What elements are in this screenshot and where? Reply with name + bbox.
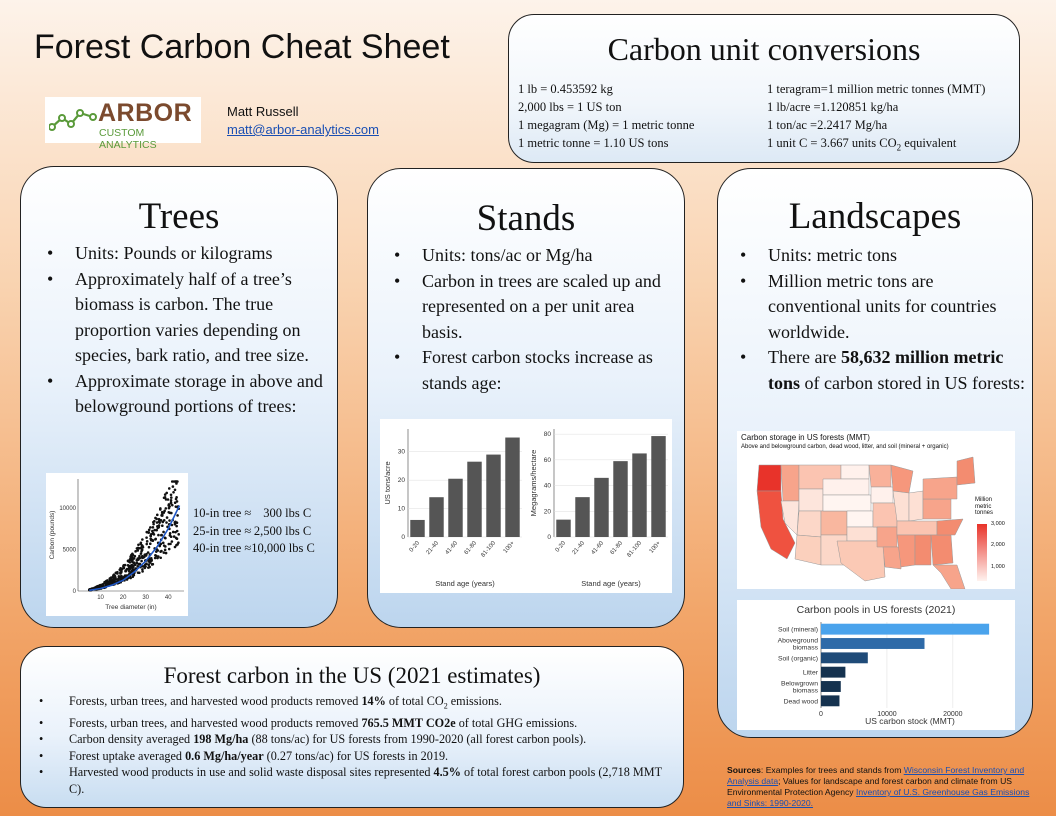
- logo-sub-text: CUSTOM ANALYTICS: [99, 127, 157, 151]
- scatter-point: [152, 532, 155, 535]
- scatter-point: [165, 552, 168, 555]
- scatter-point: [161, 524, 164, 527]
- state-ut: [797, 511, 821, 537]
- scatter-point: [170, 496, 173, 499]
- carbon-pools-chart: [737, 600, 1015, 730]
- map-legend-tick: 1,000: [991, 564, 1005, 570]
- bar: [613, 461, 627, 537]
- conversion-item: 1 ton/ac =2.2417 Mg/ha: [767, 118, 888, 132]
- scatter-point: [172, 491, 175, 494]
- conversion-item: 1 teragram=1 million metric tonnes (MMT): [767, 82, 986, 96]
- scatter-point: [122, 576, 125, 579]
- state-mo: [873, 503, 897, 527]
- y-tick-label: 10: [397, 505, 405, 513]
- trees-bullets: [43, 241, 323, 420]
- scatter-point: [177, 533, 180, 536]
- bar: [486, 455, 500, 537]
- scatter-point: [154, 554, 157, 557]
- scatter-point: [137, 571, 140, 574]
- state-co: [821, 511, 847, 535]
- scatter-point: [140, 560, 143, 563]
- mg-per-hectare-bar-chart: [526, 419, 672, 593]
- conversion-item-co2: 1 unit C = 3.667 units $CO_2$ equivalent: [767, 136, 957, 153]
- scatter-point: [170, 493, 173, 496]
- scatter-point: [127, 564, 130, 567]
- scatter-point: [110, 578, 113, 581]
- scatter-point: [141, 545, 144, 548]
- scatter-point: [124, 564, 127, 567]
- conversion-item: 1 metric tonne = 1.10 US tons: [518, 136, 669, 150]
- list-item: • Forest uptake averaged 0.6 Mg/ha/year (0.27 tons/ac) for US forests in 2019.: [35, 748, 675, 765]
- scatter-point: [168, 487, 171, 490]
- scatter-point: [177, 541, 180, 544]
- x-tick-label: 10: [97, 595, 104, 601]
- scatter-point: [171, 540, 174, 543]
- scatter-point: [131, 575, 134, 578]
- state-fl: [933, 565, 965, 589]
- y-tick-label: Dead wood: [783, 698, 818, 706]
- list-item: • Forest carbon stocks increase as stands age:: [390, 345, 670, 396]
- map-title: Carbon storage in US forests (MMT): [741, 433, 870, 442]
- arbor-logo: [45, 97, 201, 151]
- landscapes-bullets: [736, 243, 1026, 396]
- y-axis-label: Carbon (pounds): [49, 510, 56, 560]
- scatter-points: [88, 480, 180, 591]
- scatter-point: [124, 574, 127, 577]
- bar: [410, 520, 424, 537]
- scatter-point: [163, 519, 166, 522]
- x-tick-label: 20000: [943, 711, 963, 718]
- scatter-point: [118, 575, 121, 578]
- y-tick-label: Soil (mineral): [777, 626, 818, 634]
- conversions-title: Carbon unit conversions: [607, 31, 921, 67]
- scatter-point: [157, 555, 160, 558]
- map-legend-tick: 2,000: [991, 542, 1005, 548]
- bar: [651, 436, 665, 537]
- scatter-point: [174, 501, 177, 504]
- stand-age-charts: [380, 419, 672, 593]
- scatter-point: [175, 496, 178, 499]
- scatter-point: [176, 521, 179, 524]
- state-wa-or: [757, 465, 781, 491]
- scatter-point: [176, 530, 179, 533]
- scatter-point: [168, 507, 171, 510]
- y-tick-label: 30: [397, 448, 405, 456]
- y-tick-label: 0: [401, 534, 405, 541]
- scatter-point: [140, 541, 143, 544]
- bar: [821, 638, 925, 649]
- page-title: Forest Carbon Cheat Sheet: [34, 28, 450, 66]
- y-tick-label: 80: [543, 431, 551, 439]
- scatter-point: [167, 511, 170, 514]
- x-tick-label: 21-40: [571, 540, 587, 557]
- state-nc-sc: [937, 519, 963, 535]
- y-tick-label: 5000: [62, 547, 76, 554]
- scatter-point: [149, 534, 152, 537]
- state-al: [915, 535, 931, 565]
- x-tick-label: 41-60: [444, 540, 460, 557]
- scatter-plot: [46, 473, 188, 616]
- y-tick-label: 0: [72, 589, 76, 595]
- scatter-point: [160, 534, 163, 537]
- scatter-point: [153, 529, 156, 532]
- x-axis-label: US carbon stock (MMT): [865, 716, 955, 726]
- conversion-item: 2,000 lbs = 1 US ton: [518, 100, 622, 114]
- list-item: • Million metric tons are conventional units for countries worldwide.: [736, 269, 1026, 346]
- scatter-point: [151, 530, 154, 533]
- scatter-point: [160, 550, 163, 553]
- scatter-point: [151, 539, 154, 542]
- bar: [505, 438, 519, 537]
- map-legend-tick: 3,000: [991, 521, 1005, 527]
- scatter-point: [168, 519, 171, 522]
- scatter-point: [137, 544, 140, 547]
- conversion-item: 1 megagram (Mg) = 1 metric tonne: [518, 118, 695, 132]
- y-axis-label: US tons/acre: [383, 461, 392, 505]
- y-tick-label: 10000: [59, 506, 76, 513]
- scatter-point: [149, 542, 152, 545]
- state-az: [795, 535, 821, 565]
- us-estimates-title: Forest carbon in the US (2021 estimates): [163, 663, 541, 688]
- scatter-point: [171, 504, 174, 507]
- scatter-point: [133, 562, 136, 565]
- scatter-point: [152, 526, 155, 529]
- scatter-point: [124, 569, 127, 572]
- y-tick-label: 20: [397, 477, 405, 485]
- y-tick-label: 60: [543, 456, 551, 464]
- y-tick-label: biomass: [792, 687, 818, 695]
- scatter-point: [175, 544, 178, 547]
- scatter-point: [164, 549, 167, 552]
- scatter-point: [161, 514, 164, 517]
- scatter-point: [146, 540, 149, 543]
- list-item: • Units: metric tons: [736, 243, 1026, 269]
- scatter-point: [150, 559, 153, 562]
- conversions-panel: [508, 14, 1020, 163]
- scatter-point: [145, 543, 148, 546]
- scatter-point: [131, 567, 134, 570]
- state-id: [781, 465, 799, 501]
- scatter-point: [175, 537, 178, 540]
- scatter-point: [174, 488, 177, 491]
- trend-line: [89, 506, 179, 591]
- state-ar: [877, 527, 897, 547]
- scatter-point: [159, 556, 162, 559]
- scatter-point: [144, 563, 147, 566]
- scatter-point: [164, 493, 167, 496]
- x-tick-label: 20: [119, 595, 127, 601]
- scatter-point: [162, 531, 165, 534]
- tree-stat-row: 10-in tree ≈ 300 lbs C: [193, 506, 312, 520]
- scatter-point: [121, 567, 124, 570]
- chart-title: Carbon pools in US forests (2021): [796, 604, 956, 616]
- scatter-point: [164, 537, 167, 540]
- sources-note: Sources: Examples for trees and stands from Wisconsin Forest Inventory and Analysis data; Values for landscape and forest carbon and climate from US Environmental Protection Agency Inventory of U.S. Greenhouse Gas Emissions and Sinks: 1990-2020.: [727, 765, 1030, 808]
- scatter-point: [174, 521, 177, 524]
- bar: [821, 667, 845, 678]
- x-axis-label: Tree diameter (in): [105, 604, 157, 611]
- scatter-point: [131, 559, 134, 562]
- scatter-point: [149, 526, 152, 529]
- source-link-epa-inventory[interactable]: Inventory of U.S. Greenhouse Gas Emissions and Sinks: 1990-2020.: [727, 787, 1030, 808]
- y-tick-label: Belowgrown: [780, 680, 818, 688]
- state-la: [883, 547, 901, 569]
- scatter-point: [165, 498, 168, 501]
- scatter-point: [140, 550, 143, 553]
- scatter-point: [162, 542, 165, 545]
- stands-bullets: [390, 243, 670, 396]
- scatter-point: [147, 563, 150, 566]
- scatter-point: [148, 529, 151, 532]
- scatter-point: [120, 571, 123, 574]
- x-tick-label: 21-40: [425, 540, 441, 557]
- x-tick-label: 10000: [877, 711, 897, 718]
- scatter-point: [168, 548, 171, 551]
- bar: [448, 479, 462, 537]
- state-va-wv: [923, 499, 951, 519]
- conversion-item: 1 lb = 0.453592 kg: [518, 82, 613, 96]
- x-axis-label: Stand age (years): [435, 579, 495, 588]
- scatter-point: [145, 536, 148, 539]
- scatter-point: [172, 485, 175, 488]
- scatter-point: [146, 531, 149, 534]
- scatter-point: [106, 579, 109, 582]
- list-item: • Carbon in trees are scaled up and represented on a per unit area basis.: [390, 269, 670, 346]
- x-tick-label: 0-20: [554, 540, 568, 554]
- conversions-right-column: [767, 80, 985, 157]
- x-axis-label: Stand age (years): [581, 579, 641, 588]
- tree-stat-row: 25-in tree ≈ 2,500 lbs C: [193, 523, 312, 538]
- state-sd: [823, 479, 869, 495]
- y-tick-label: 0: [547, 534, 551, 541]
- us-estimates-list: [35, 693, 675, 797]
- x-tick-label: 40: [164, 595, 172, 601]
- trend-line-icon: [49, 107, 99, 133]
- scatter-point: [113, 575, 116, 578]
- x-tick-label: 100+: [648, 540, 663, 555]
- scatter-point: [176, 514, 179, 517]
- scatter-point: [109, 581, 112, 584]
- author-email-link[interactable]: matt@arbor-analytics.com: [227, 122, 379, 137]
- scatter-point: [158, 520, 161, 523]
- x-tick-label: 0: [819, 711, 823, 718]
- trees-title: Trees: [138, 196, 220, 237]
- bar: [821, 681, 841, 692]
- us-states-map-graphic: [737, 431, 1015, 589]
- stands-title: Stands: [476, 198, 576, 239]
- scatter-point: [166, 516, 169, 519]
- scatter-point: [157, 525, 160, 528]
- scatter-point: [116, 578, 119, 581]
- scatter-point: [127, 559, 130, 562]
- x-tick-label: 81-100: [480, 540, 498, 559]
- bar: [632, 453, 646, 537]
- scatter-point: [145, 553, 148, 556]
- state-ky-tn: [897, 521, 937, 535]
- state-wi-mi: [891, 465, 913, 493]
- scatter-point: [136, 549, 139, 552]
- source-link-wisconsin-fia[interactable]: Wisconsin Forest Inventory and Analysis data: [727, 765, 1025, 786]
- scatter-point: [167, 504, 170, 507]
- state-mn: [869, 465, 891, 487]
- scatter-point: [163, 544, 166, 547]
- list-item: • Approximately half of a tree’s biomass is carbon. The true proportion varies depending on species, bark ratio, and tree size.: [43, 267, 323, 369]
- x-tick-label: 61-80: [463, 540, 479, 557]
- scatter-point: [154, 538, 157, 541]
- scatter-point: [141, 568, 144, 571]
- us-carbon-map: [737, 431, 1015, 589]
- list-item: • Approximate storage in above and belowground portions of trees:: [43, 369, 323, 420]
- list-item: • There are 58,632 million metric tons of carbon stored in US forests:: [736, 345, 1026, 396]
- y-tick-label: 40: [543, 482, 551, 490]
- scatter-point: [155, 550, 158, 553]
- scatter-point: [169, 534, 172, 537]
- scatter-point: [140, 552, 143, 555]
- state-nd: [841, 465, 869, 479]
- state-ne: [823, 495, 871, 511]
- scatter-point: [161, 511, 164, 514]
- landscapes-title: Landscapes: [788, 196, 962, 237]
- scatter-point: [131, 564, 134, 567]
- x-tick-label: 41-60: [590, 540, 606, 557]
- scatter-point: [156, 514, 159, 517]
- stands-panel: [367, 168, 685, 628]
- tree-stat-row: 40-in tree ≈10,000 lbs C: [193, 541, 315, 555]
- scatter-point: [175, 525, 178, 528]
- scatter-point: [165, 521, 168, 524]
- scatter-point: [148, 566, 151, 569]
- y-axis-label: Megagrams/hectare: [529, 449, 538, 517]
- scatter-point: [151, 563, 154, 566]
- state-ok: [847, 527, 877, 541]
- list-item: • Forests, urban trees, and harvested wood products removed 765.5 MMT CO2e of total GHG emissions.: [35, 715, 675, 732]
- bar: [821, 695, 839, 706]
- bar: [429, 497, 443, 537]
- scatter-point: [172, 531, 175, 534]
- scatter-point: [148, 546, 151, 549]
- author-name: Matt Russell: [227, 104, 299, 119]
- scatter-point: [171, 480, 174, 483]
- scatter-point: [157, 534, 160, 537]
- logo-main-text: ARBOR: [98, 99, 193, 127]
- map-legend-title: Million metric tonnes: [975, 497, 994, 516]
- scatter-point: [170, 512, 173, 515]
- scatter-point: [129, 556, 132, 559]
- x-tick-label: 0-20: [408, 540, 422, 554]
- scatter-point: [116, 571, 119, 574]
- map-legend-gradient: [977, 524, 987, 581]
- list-item: • Carbon density averaged 198 Mg/ha (88 tons/ac) for US forests from 1990-2020 (all forest carbon pools).: [35, 731, 675, 748]
- list-item: • Forests, urban trees, and harvested wood products removed 14% of total $CO_2$ emissions.: [35, 693, 675, 715]
- trees-panel: [20, 166, 338, 628]
- carbon-pools-bar-chart: [737, 600, 1015, 730]
- x-tick-label: 61-80: [609, 540, 625, 557]
- scatter-point: [141, 538, 144, 541]
- scatter-point: [163, 510, 166, 513]
- scatter-point: [167, 543, 170, 546]
- bar: [575, 497, 589, 537]
- state-ks: [847, 511, 873, 527]
- state-ga: [931, 535, 953, 565]
- y-tick-label: Litter: [802, 669, 818, 677]
- map-subtitle: Above and belowground carbon, dead wood, litter, and soil (mineral + organic): [741, 444, 949, 450]
- x-tick-label: 81-100: [626, 540, 644, 559]
- conversions-left-column: [518, 80, 694, 152]
- state-ny-pa: [923, 477, 957, 499]
- state-ia: [871, 487, 893, 503]
- scatter-point: [154, 517, 157, 520]
- scatter-point: [152, 521, 155, 524]
- scatter-point: [165, 507, 168, 510]
- state-in-oh: [909, 491, 923, 521]
- scatter-point: [158, 518, 161, 521]
- state-wy: [799, 489, 823, 511]
- scatter-point: [132, 554, 135, 557]
- landscapes-panel: [717, 168, 1033, 738]
- bar: [821, 652, 868, 663]
- bar: [821, 624, 989, 635]
- x-tick-label: 30: [142, 595, 150, 601]
- x-tick-label: 100+: [502, 540, 517, 555]
- y-tick-label: Soil (organic): [777, 655, 818, 663]
- tree-scatter-chart: [46, 473, 188, 616]
- scatter-point: [154, 557, 157, 560]
- scatter-point: [159, 507, 162, 510]
- scatter-point: [170, 499, 173, 502]
- tons-per-acre-bar-chart: [380, 419, 526, 593]
- list-item: • Harvested wood products in use and solid waste disposal sites represented 4.5% of total forest carbon pools (2,718 MMT C).: [35, 764, 675, 797]
- list-item: • Units: Pounds or kilograms: [43, 241, 323, 267]
- list-item: • Units: tons/ac or Mg/ha: [390, 243, 670, 269]
- tree-storage-stats: [193, 505, 315, 558]
- scatter-point: [174, 480, 177, 483]
- bar: [467, 462, 481, 537]
- y-tick-label: biomass: [792, 644, 818, 652]
- bar: [594, 478, 608, 537]
- y-tick-label: Aboveground: [777, 637, 818, 645]
- us-estimates-panel: [20, 646, 684, 808]
- bar: [556, 520, 570, 537]
- y-tick-label: 20: [543, 508, 551, 516]
- conversion-item: 1 lb/acre =1.120851 kg/ha: [767, 100, 899, 114]
- scatter-point: [136, 559, 139, 562]
- state-me-ne: [957, 457, 975, 485]
